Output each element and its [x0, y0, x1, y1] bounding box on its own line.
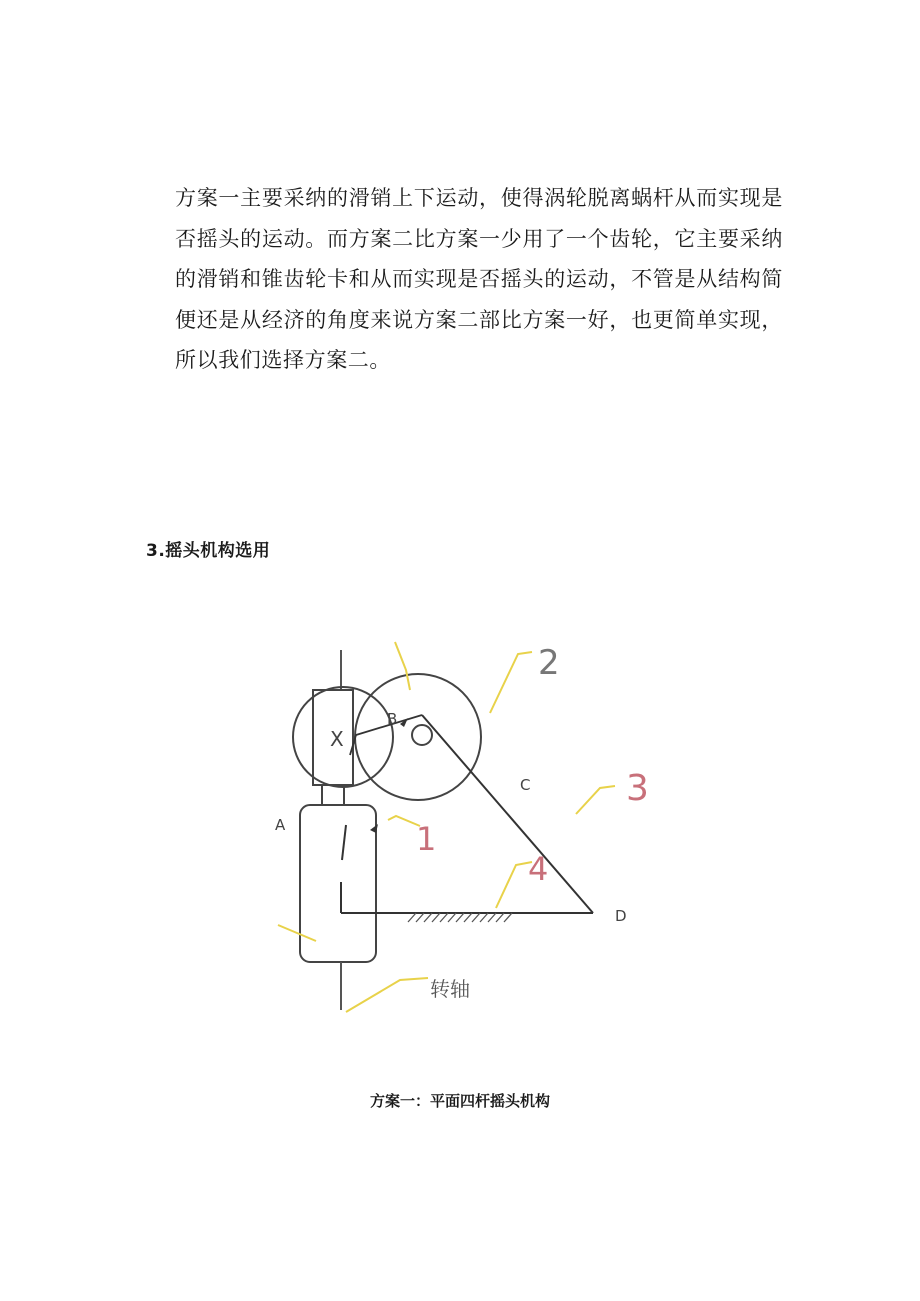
leader-2	[490, 652, 532, 713]
section-title: 3.摇头机构选用	[146, 541, 271, 561]
label-b: B	[387, 710, 398, 728]
label-3: 3	[626, 768, 649, 809]
label-c: C	[520, 776, 531, 794]
body-paragraph: 方案一主要采纳的滑销上下运动，使得涡轮脱离蜗杆从而实现是否摇头的运动。而方案二比方案一少用了一个齿轮，它主要采纳的滑销和锥齿轮卡和从而实现是否摇头的运动，不管是从结构简便还是从经济的角度来说方案二部比方案一好，也更简单实现，所以我们选择方案二。	[175, 186, 783, 372]
mechanism-figure	[270, 630, 660, 1020]
ground-hatching	[408, 913, 512, 922]
leader-3	[576, 786, 615, 814]
leader-lines	[278, 642, 615, 1012]
coupling-rect	[322, 785, 344, 805]
figure-caption: 方案一：平面四杆摇头机构	[369, 1092, 550, 1110]
right-gear-circle	[355, 674, 481, 800]
label-x: X	[330, 727, 344, 751]
leader-shaft	[346, 978, 428, 1012]
pivot-b-circle	[412, 725, 432, 745]
label-a: A	[275, 816, 286, 834]
label-d: D	[615, 907, 627, 925]
label-shaft: 转轴	[430, 977, 470, 1001]
arrow-mark-b	[400, 718, 408, 727]
label-4: 4	[528, 850, 549, 888]
leader-top	[395, 642, 410, 690]
leader-4	[496, 862, 532, 908]
label-1: 1	[416, 820, 437, 858]
leader-cyl	[278, 925, 316, 941]
inner-slot-line	[342, 825, 346, 860]
label-2: 2	[538, 643, 560, 683]
